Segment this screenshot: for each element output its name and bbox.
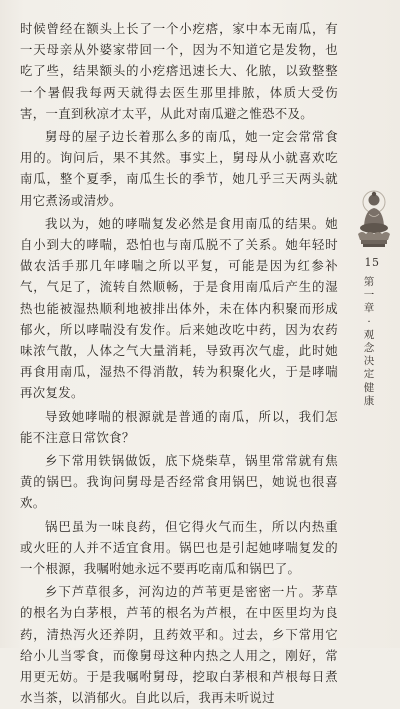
chapter-char: 念 <box>363 342 375 355</box>
chapter-char: 第 <box>363 276 375 288</box>
chapter-char: 康 <box>363 394 375 407</box>
paragraph-7: 乡下芦草很多，河沟边的芦苇更是密密一片。茅草的根名为白茅根，芦苇的根名为芦根，在中医里均为良药，清热泻火还养阴，且药效平和。过去，乡下常用它给小儿当零食，而像舅母这种内热之人用之，刚好，常用更无妨。于是我嘱咐舅母，挖取白茅根和芦根每日煮水当茶，以消郁火。自此以后，我再未听说过 <box>20 584 338 706</box>
chapter-title-vertical <box>360 276 378 408</box>
paragraph-5: 乡下常用铁锅做饭，底下烧柴草，锅里常常就有焦黄的锅巴。我询问舅母是否经常食用锅巴，她说也很喜欢。 <box>20 453 338 511</box>
page-number: 15 <box>364 256 380 269</box>
chapter-char: · <box>367 315 371 328</box>
chapter-char: 定 <box>363 368 375 381</box>
body-text <box>20 18 338 709</box>
paragraph-2: 舅母的屋子边长着那么多的南瓜，她一定会常常食用的。询问后，果不其然。事实上，舅母从小就喜欢吃南瓜，整个夏季，南瓜生长的季节，她几乎三天两头就用它煮汤或清炒。 <box>20 129 338 208</box>
chapter-char: 章 <box>363 302 375 315</box>
chapter-char: 决 <box>363 355 375 368</box>
buddha-figure-icon <box>352 186 396 252</box>
chapter-char: 一 <box>363 289 375 302</box>
paragraph-4: 导致她哮喘的根源就是普通的南瓜，所以，我们怎能不注意日常饮食？ <box>20 408 338 445</box>
paragraph-6: 锅巴虽为一味良药，但它得火气而生，所以内热重或火旺的人并不适宜食用。锅巴也是引起她哮喘复发的一个根源，我嘱咐她永远不要再吃南瓜和锅巴了。 <box>20 518 338 577</box>
chapter-char: 健 <box>363 381 375 394</box>
side-margin <box>344 0 400 648</box>
chapter-char: 观 <box>363 328 375 341</box>
paragraph-1: 时候曾经在额头上长了一个小疙瘩，家中本无南瓜，有一天母亲从外婆家带回一个，因为不知道它是发物，也吃了些，结果额头的小疙瘩迅速长大、化脓，以致整整一个暑假我每两天就得去医生那里排脓，体质大受伤害，一直到秋凉才太平，从此对南瓜避之惟恐不及。 <box>20 21 338 121</box>
paragraph-3: 我以为，她的哮喘复发必然是食用南瓜的结果。她自小到大的哮喘，恐怕也与南瓜脱不了关系。她年轻时做农活手那几年哮喘之所以平复，可能是因为红参补气，气足了，流转自然顺畅，于是食用南瓜后产生的湿热也能被湿热顺利地被排出体外，未在体内积聚而形成郁火，所以哮喘没有发作。后来她改吃中药，因为农药味浓气散，人体之气大量消耗，导致再次气虚，此时她再食用南瓜，湿热不得消散，转为积聚化火，于是哮喘再次复发。 <box>20 215 338 401</box>
